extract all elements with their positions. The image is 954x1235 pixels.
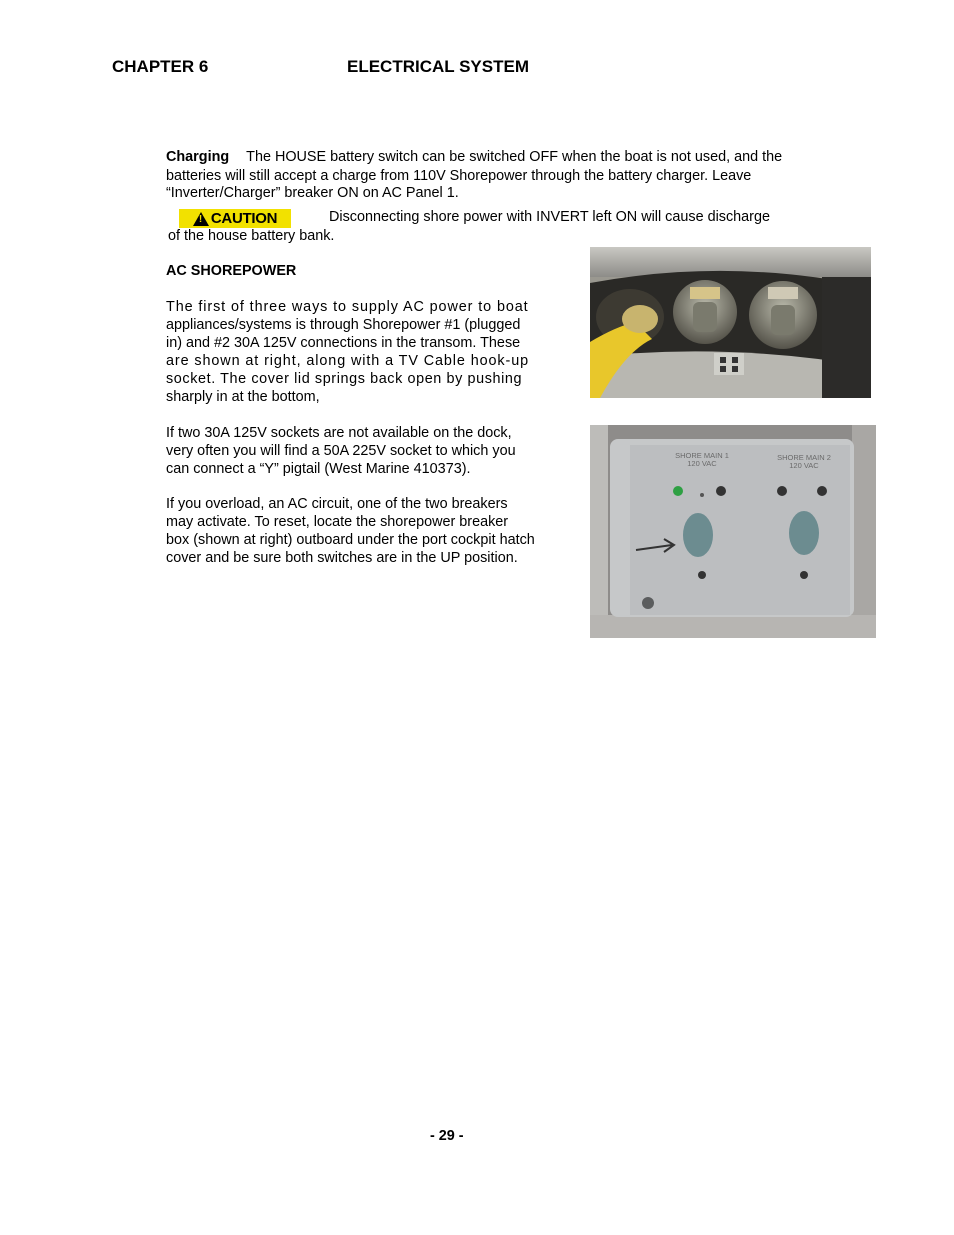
breaker-1-voltage: 120 VAC	[687, 459, 717, 468]
breaker-1-label	[666, 452, 738, 468]
para3-line: cover and be sure both switches are in the UP position.	[166, 550, 518, 566]
shorepower-heading: AC SHOREPOWER	[166, 263, 297, 279]
page-number: - 29 -	[430, 1128, 464, 1144]
shorepower-para-1	[166, 298, 529, 406]
breaker-2-voltage: 120 VAC	[789, 461, 819, 470]
para2-line: can connect a “Y” pigtail (West Marine 410373).	[166, 461, 471, 477]
charging-heading: Charging	[166, 149, 230, 165]
breaker-2-label	[768, 454, 840, 470]
para1-line: appliances/systems is through Shorepower #1 (plugged	[166, 317, 521, 333]
chapter-label: CHAPTER 6	[112, 57, 209, 76]
para1-line: in) and #2 30A 125V connections in the transom. These	[166, 335, 521, 351]
shorepower-para-2	[166, 424, 516, 478]
para3-line: If you overload, an AC circuit, one of the two breakers	[166, 496, 508, 512]
para2-line: very often you will find a 50A 225V socket to which you	[166, 443, 516, 459]
warning-triangle-icon	[193, 212, 209, 226]
charging-line-1: The HOUSE battery switch can be switched OFF when the boat is not used, and the	[246, 149, 783, 165]
chapter-title: ELECTRICAL SYSTEM	[347, 57, 529, 76]
para1-line: socket. The cover lid springs back open by pushing	[166, 371, 523, 387]
caution-line-1: Disconnecting shore power with INVERT left ON will cause discharge	[329, 209, 770, 225]
para2-line: If two 30A 125V sockets are not available on the dock,	[166, 425, 512, 441]
caution-badge	[179, 209, 291, 228]
para3-line: may activate. To reset, locate the shorepower breaker	[166, 514, 509, 530]
charging-line-3: “Inverter/Charger” breaker ON on AC Panel 1.	[166, 185, 459, 201]
shorepower-para-3	[166, 495, 535, 567]
para1-line: are shown at right, along with a TV Cable hook-up	[166, 353, 530, 369]
charging-paragraph	[166, 148, 782, 166]
para3-line: box (shown at right) outboard under the port cockpit hatch	[166, 532, 535, 548]
breaker-box-photo	[590, 425, 876, 638]
caution-label: CAUTION	[210, 210, 278, 227]
caution-line-2: of the house battery bank.	[168, 228, 335, 244]
charging-line-2: batteries will still accept a charge from 110V Shorepower through the battery charger. Leave	[166, 168, 752, 184]
shorepower-sockets-photo	[590, 247, 871, 398]
breaker-1-title: SHORE MAIN 1	[675, 451, 729, 460]
para1-line: The first of three ways to supply AC power to boat	[166, 299, 529, 315]
breaker-2-title: SHORE MAIN 2	[777, 453, 831, 462]
para1-line: sharply in at the bottom,	[166, 389, 320, 405]
